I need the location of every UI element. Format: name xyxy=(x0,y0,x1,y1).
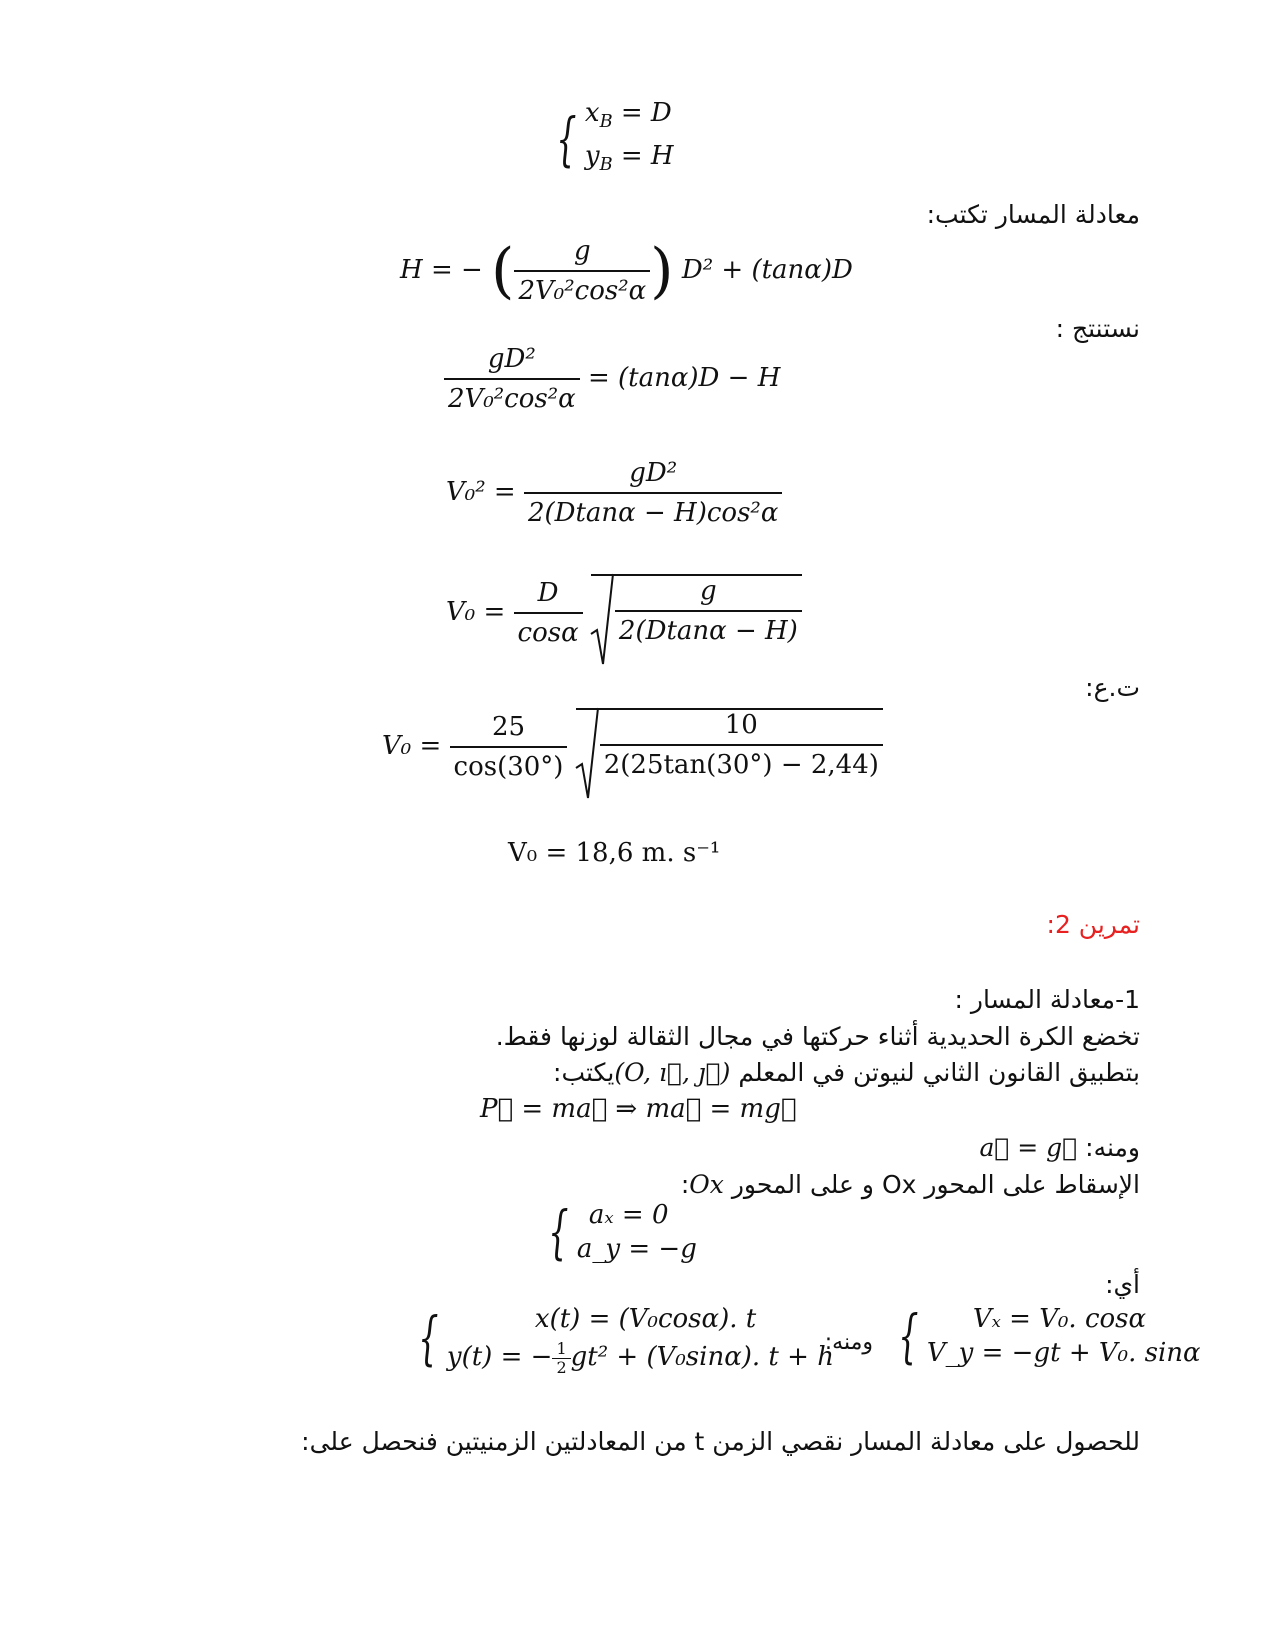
square-root xyxy=(576,708,883,780)
eq-ax: aₓ = 0 xyxy=(588,1200,669,1230)
brace: { xyxy=(418,1304,439,1372)
fraction: $\frac{1}{2}$ xyxy=(552,1341,570,1376)
fraction: $\frac{g}{2(Dtan\alpha - H)}$ xyxy=(615,576,802,646)
trajectory-equation-label: معادلة المسار تكتب: xyxy=(926,200,1140,229)
fraction: $\frac{D}{\cos\alpha}$ xyxy=(514,578,583,648)
equation-4: V₀ = $\frac{D}{\cos\alpha}$ $\frac{g}{2(Dtan\alpha - H)}$ xyxy=(446,578,802,648)
paragraph-1: تخضع الكرة الحديدية أثناء حركتها في مجال الثقالة لوزنها فقط. xyxy=(495,1022,1140,1051)
fraction: $\frac{\text{gD²}}{\text{2(Dtanα − H)cos²α}}$ xyxy=(524,458,782,528)
hence-label-2: ومنه: xyxy=(824,1330,873,1355)
exercise-title: تمرين 2: xyxy=(1046,910,1140,939)
eq-vx: Vₓ = V₀. cosα xyxy=(972,1304,1147,1334)
system-velocity xyxy=(890,1302,1201,1370)
final-paragraph: للحصول على معادلة المسار نقصي الزمن t من المعادلتين الزمنيتين فنحصل على: xyxy=(301,1427,1140,1456)
deduce-label: نستنتج : xyxy=(1055,314,1140,343)
equation-6-result: V₀ = 18,6 m. s⁻¹ xyxy=(508,838,721,868)
system-point-b xyxy=(548,96,674,182)
eq-a-equals-g: a⃗ = g⃗ xyxy=(979,1133,1078,1162)
brace: { xyxy=(548,1198,569,1266)
reference-frame: (O, ı⃗, ȷ⃗) xyxy=(614,1058,731,1087)
section-1-title: 1-معادلة المسار : xyxy=(954,985,1140,1014)
fraction: $\frac{25}{\cos(30^\circ)}$ xyxy=(450,712,568,782)
system-position xyxy=(410,1300,834,1376)
eq-x-t: x(t) = (V₀cosα). t xyxy=(534,1304,757,1334)
fraction: $\frac{\text{gD²}}{\text{2V₀²cos²α}}$ xyxy=(444,344,580,414)
brace: { xyxy=(898,1302,919,1370)
radical-sign xyxy=(589,572,615,668)
fraction: $\frac{10}{2(25\tan(30^\circ) - 2,44)}$ xyxy=(600,710,883,780)
equation-5: V₀ = $\frac{25}{\cos(30^\circ)}$ $\frac{10}{2(25\tan(30^\circ) - 2,44)}$ xyxy=(382,712,883,782)
hence-line: ومنه: a⃗ = g⃗ xyxy=(979,1133,1140,1162)
fraction: $\frac{g}{\text{2V₀²cos²α}}$ xyxy=(514,236,650,306)
eq-yb: $y_B = H$ xyxy=(584,141,674,176)
radical-sign xyxy=(574,706,600,802)
projection-line: الإسقاط على المحور Ox و على المحور Ox: xyxy=(680,1170,1140,1199)
square-root xyxy=(591,574,802,646)
numeric-application-label: ت.ع: xyxy=(1085,673,1140,702)
equation-newton: P⃗ = ma⃗ ⇒ ma⃗ = mg⃗ xyxy=(480,1094,797,1124)
equation-2: $\frac{\text{gD²}}{\text{2V₀²cos²α}}$ = (tanα)D − H xyxy=(444,344,780,414)
paragraph-2: بتطبيق القانون الثاني لنيوتن في المعلم (O, ı⃗, ȷ⃗)يكتب: xyxy=(553,1058,1140,1087)
equation-h: H = − ( $\frac{g}{\text{2V₀²cos²α}}$ ) D² + (tanα)D xyxy=(400,236,853,306)
eq-ay: a_y = −g xyxy=(576,1234,697,1264)
brace: { xyxy=(556,105,577,174)
eq-y-t: y(t) = − $\frac{1}{2}$ gt² + (V₀sinα). t + h xyxy=(446,1338,834,1377)
eq-vy: V_y = −gt + V₀. sinα xyxy=(926,1338,1201,1368)
system-acceleration xyxy=(540,1198,697,1266)
equation-3: V₀² = $\frac{\text{gD²}}{\text{2(Dtanα − H)cos²α}}$ xyxy=(446,458,782,528)
ie-label: أي: xyxy=(1105,1270,1140,1299)
eq-xb: $x_B = D$ xyxy=(584,98,672,133)
